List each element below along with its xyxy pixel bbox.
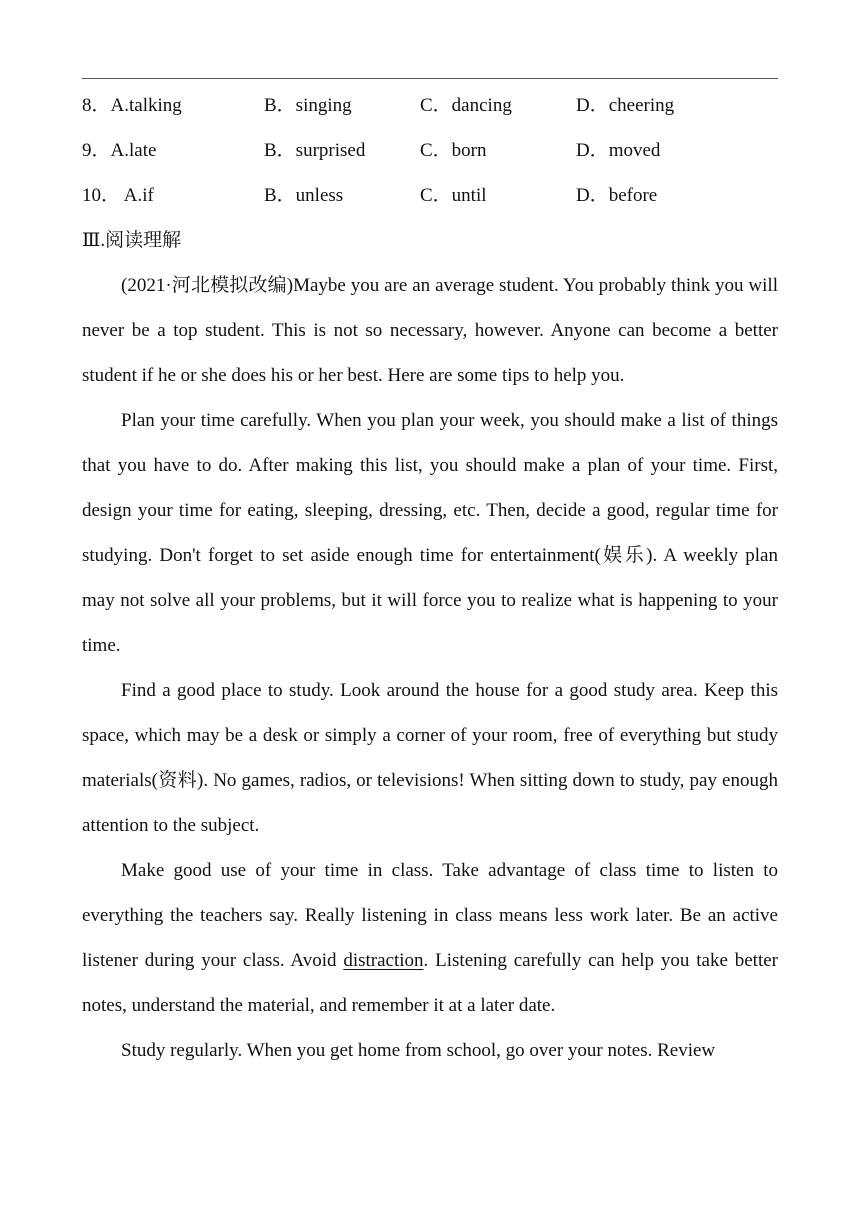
question-8-options xyxy=(82,83,778,128)
passage-paragraph-plan-time: Plan your time carefully. When you plan your week, you should make a list of things that you have to do. After making this list, you should make a plan of your time. First, design your time for eating, sleeping, dressing, etc. Then, decide a good, regular time for studying. Don't forget to set aside enough time for entertainment(娱乐). A weekly plan may not solve all your problems, but it will force you to realize what is happening to your time. xyxy=(82,410,778,656)
reading-passage xyxy=(82,263,778,1073)
question-9-option-b: B．surprised xyxy=(264,140,366,161)
question-number: 8． xyxy=(82,95,111,116)
question-9-option-c: C．born xyxy=(420,140,487,161)
question-9-option-a xyxy=(82,128,156,173)
question-8-option-a xyxy=(82,83,182,128)
option-a: A.if xyxy=(120,185,154,206)
passage-paragraph-study-regularly: Study regularly. When you get home from school, go over your notes. Review xyxy=(121,1040,716,1061)
question-8-option-b: B．singing xyxy=(264,95,352,116)
question-number: 10． xyxy=(82,185,121,206)
passage-paragraph-intro: (2021·河北模拟改编)Maybe you are an average student. You probably think you will never be a top student. This is not so necessary, however. Anyone can become a better student if he or she does his or her best. Here are some tips to help you. xyxy=(82,275,778,386)
question-9-options xyxy=(82,128,778,173)
question-9-option-d: D．moved xyxy=(576,140,661,161)
paragraph-text: Make good use of your time in class. Take advantage of class time to listen to everything the teachers say. Really listening in class means less work later. Be an active listener during your class. Avoid xyxy=(82,860,778,971)
question-10-option-a xyxy=(82,173,154,218)
option-a: A.talking xyxy=(110,95,182,116)
header-rule xyxy=(82,78,778,79)
question-8-option-d: D．cheering xyxy=(576,95,675,116)
question-number: 9． xyxy=(82,140,111,161)
question-10-option-b: B．unless xyxy=(264,185,344,206)
answer-options xyxy=(82,83,778,218)
passage-paragraph-study-place: Find a good place to study. Look around the house for a good study area. Keep this space, which may be a desk or simply a corner of your room, free of everything but study materials(资料). No games, radios, or televisions! When sitting down to study, pay enough attention to the subject. xyxy=(82,680,778,836)
underlined-word: distraction xyxy=(343,950,424,971)
question-10-option-d: D．before xyxy=(576,185,658,206)
question-10-option-c: C．until xyxy=(420,185,487,206)
paragraph-text: . Listening carefully can help you take better notes, understand the material, and remember it at a later date. xyxy=(82,950,778,1016)
question-8-option-c: C．dancing xyxy=(420,95,512,116)
option-a: A.late xyxy=(110,140,157,161)
section-heading: Ⅲ.阅读理解 xyxy=(82,230,182,251)
passage-paragraph-class-time xyxy=(82,848,778,1028)
question-10-options xyxy=(82,173,778,218)
